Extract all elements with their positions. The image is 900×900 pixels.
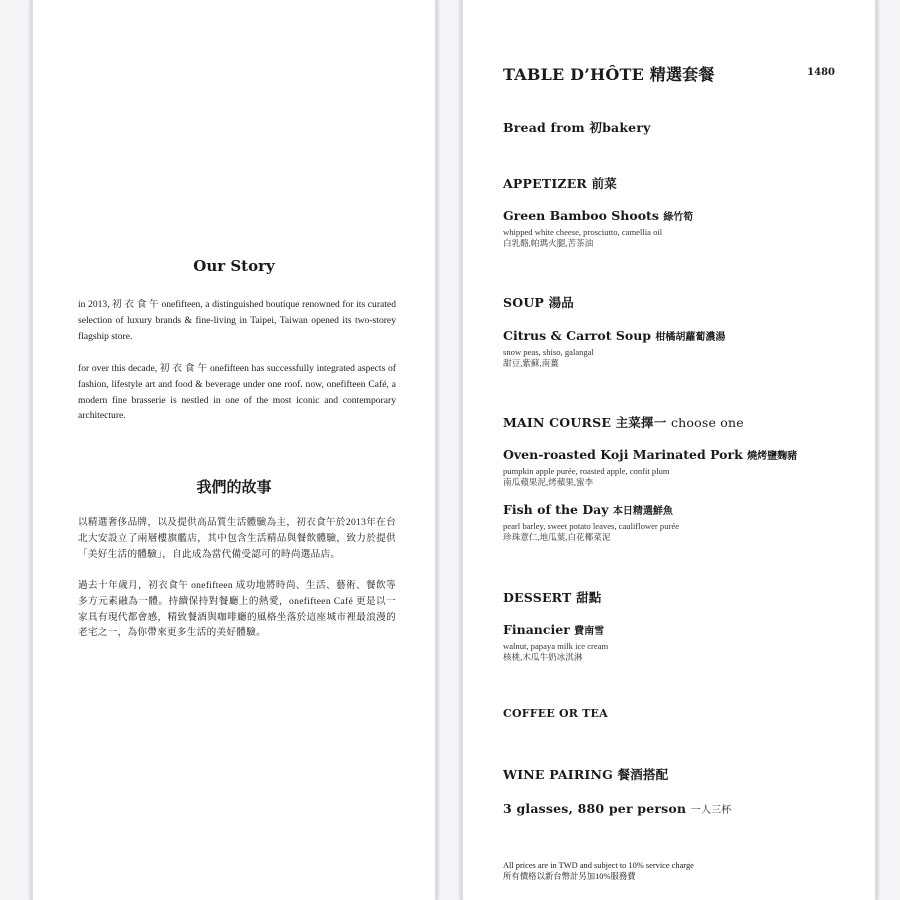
menu-page <box>460 0 878 900</box>
main-dish-pork <box>503 447 797 487</box>
bread-line: Bread from 初bakery <box>503 120 651 135</box>
main-dish-fish-name: Fish of the Day 本日精選鮮魚 <box>503 502 673 517</box>
story-title-zh: 我們的故事 <box>196 478 272 496</box>
dessert-dish-name: Financier 費南雪 <box>503 622 605 637</box>
price-footnote-en: All prices are in TWD and subject to 10% service charge <box>503 861 694 870</box>
price-footnote-zh: 所有價格以新台幣計另加10%服務費 <box>503 872 636 881</box>
story-title-en: Our Story <box>193 257 275 275</box>
main-dish-pork-description: pumpkin apple purée, roasted apple, confit plum 南瓜蘋果泥,烤蘋果,蜜李 <box>503 466 670 487</box>
dessert-description: walnut, papaya milk ice cream 核桃,木瓜牛奶冰淇淋 <box>503 641 609 662</box>
story-paragraph-zh-1: 以精選奢侈品牌，以及提供高品質生活體驗為主，初衣食午於2013年在台北大安設立了兩層樓旗艦店，其中包含生活精品與餐飲體驗，致力於提供「美好生活的體驗」，自此成為當代備受認可的時尚選品店。 <box>78 517 396 560</box>
wine-pairing-detail: 3 glasses, 880 per person 一人三杯 <box>503 801 732 816</box>
story-page <box>30 0 438 900</box>
appetizer-dish-name: Green Bamboo Shoots 綠竹筍 <box>503 208 694 223</box>
menu-title: TABLE D’HÔTE 精選套餐 <box>503 65 715 84</box>
main-course-heading: MAIN COURSE 主菜擇一 choose one <box>503 415 744 430</box>
appetizer-heading: APPETIZER 前菜 <box>503 176 617 191</box>
main-dish-pork-name: Oven-roasted Koji Marinated Pork 燒烤鹽麴豬 <box>503 447 798 462</box>
dessert-dish <box>503 622 608 662</box>
soup-dish <box>503 328 725 368</box>
soup-dish-name: Citrus & Carrot Soup 柑橘胡蘿蔔濃湯 <box>503 328 726 343</box>
price-footnote <box>503 860 694 882</box>
main-dish-fish <box>503 502 679 542</box>
soup-description: snow peas, shiso, galangal 甜豆,紫蘇,南薑 <box>503 347 594 368</box>
story-paragraph-zh-2: 過去十年歲月，初衣食午 onefifteen 成功地將時尚、生活、藝術、餐飲等多方元素融為一體。持續保持對餐廳上的熱愛，onefifteen Café 更是以一家具有現代都會感，精致餐酒與咖啡廳的風格坐落於這座城市裡最浪漫的老宅之一，為你帶來更多生活的美好體驗。 <box>78 580 396 639</box>
dessert-heading: DESSERT 甜點 <box>503 590 602 605</box>
wine-pairing-heading: WINE PAIRING 餐酒搭配 <box>503 767 669 782</box>
appetizer-dish <box>503 208 693 248</box>
appetizer-description: whipped white cheese, prosciutto, camellia oil 白乳酪,帕瑪火腿,苦茶油 <box>503 227 663 248</box>
story-paragraph-en-2: for over this decade, 初 衣 食 午 onefifteen has successfully integrated aspects of fashion, lifestyle art and food & beverage under one roof. now, onefifteen Café, a modern fine brasserie is nestled in one of the most iconic and contemporary architecture. <box>78 363 396 422</box>
main-dish-fish-description: pearl barley, sweet potato leaves, cauliflower purée 珍珠薏仁,地瓜葉,白花椰菜泥 <box>503 521 680 542</box>
story-paragraph-en-1: in 2013, 初 衣 食 午 onefifteen, a distinguished boutique renowned for its curated selection of luxury brands & fine-living in Taipei, Taiwan opened its two-storey flagship store. <box>78 299 396 342</box>
coffee-or-tea: COFFEE OR TEA <box>503 707 608 720</box>
menu-price: 1480 <box>807 67 835 78</box>
soup-heading: SOUP 湯品 <box>503 295 574 310</box>
